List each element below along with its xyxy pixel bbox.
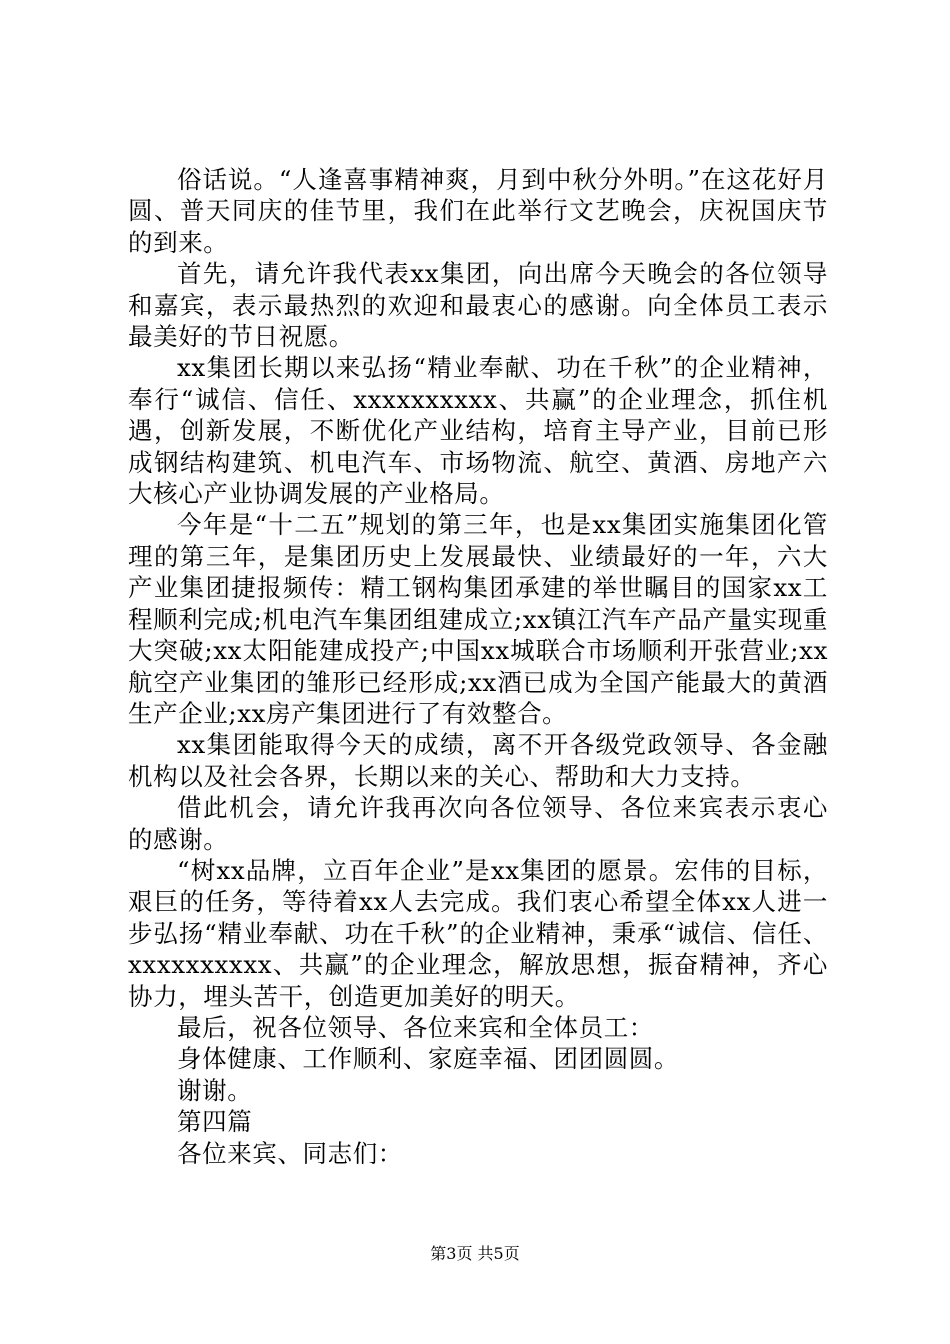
paragraph-9: 身体健康、工作顺利、家庭幸福、团团圆圆。 — [177, 1044, 679, 1074]
paragraph-5: xx集团能取得今天的成绩，离不开各级党政领导、各金融机构以及社会各界，长期以来的关心、帮助和大力支持。 — [128, 730, 828, 791]
paragraph-1: 俗话说。“人逢喜事精神爽，月到中秋分外明。”在这花好月圆、普天同庆的佳节里，我们在此举行文艺晚会，庆祝国庆节的到来。 — [128, 165, 828, 257]
salutation: 各位来宾、同志们： — [177, 1138, 403, 1168]
section-heading: 第四篇 — [177, 1107, 253, 1137]
paragraph-4: 今年是“十二五”规划的第三年，也是xx集团实施集团化管理的第三年，是集团历史上发展最快、业绩最好的一年，六大产业集团捷报频传：精工钢构集团承建的举世瞩目的国家xx工程顺利完成;机电汽车集团组建成立;xx镇江汽车产品产量实现重大突破;xx太阳能建成投产;中国xx城联合市场顺利开张营业;xx航空产业集团的雏形已经形成;xx酒已成为全国产能最大的黄酒生产企业;xx房产集团进行了有效整合。 — [128, 510, 828, 728]
page-number-footer: 第3页 共5页 — [430, 1244, 520, 1263]
paragraph-6: 借此机会，请允许我再次向各位领导、各位来宾表示衷心的感谢。 — [128, 793, 828, 854]
paragraph-2: 首先，请允许我代表xx集团，向出席今天晚会的各位领导和嘉宾，表示最热烈的欢迎和最衷心的感谢。向全体员工表示最美好的节日祝愿。 — [128, 259, 828, 352]
paragraph-7: “树xx品牌，立百年企业”是xx集团的愿景。宏伟的目标，艰巨的任务，等待着xx人去完成。我们衷心希望全体xx人进一步弘扬“精业奉献、功在千秋”的企业精神，秉承“诚信、信任、xxxxxxxxxx、共赢”的企业理念，解放思想，振奋精神，齐心协力，埋头苦干，创造更加美好的明天。 — [128, 855, 828, 1011]
paragraph-3: xx集团长期以来弘扬“精业奉献、功在千秋”的企业精神，奉行“诚信、信任、xxxxxxxxxx、共赢”的企业理念，抓住机遇，创新发展，不断优化产业结构，培育主导产业，目前已形成钢结构建筑、机电汽车、市场物流、航空、黄酒、房地产六大核心产业协调发展的产业格局。 — [128, 353, 828, 509]
paragraph-10: 谢谢。 — [177, 1075, 253, 1105]
paragraph-8: 最后，祝各位领导、各位来宾和全体员工： — [177, 1012, 654, 1042]
document-body — [128, 164, 828, 1169]
